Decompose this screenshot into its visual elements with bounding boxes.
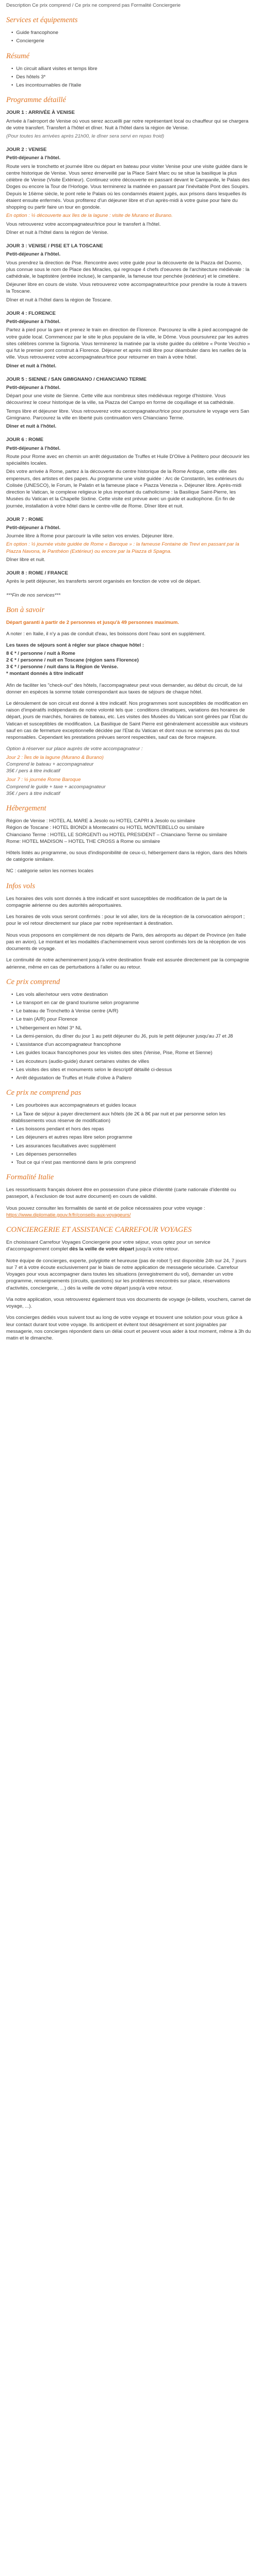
hebergement-p3: NC : catégorie selon les normes locales	[6, 868, 94, 874]
list-item: • Les écouteurs (audio-guide) durant certaines visites de villes	[11, 1058, 252, 1065]
day-3	[6, 243, 252, 303]
day-5	[6, 376, 252, 430]
day-option: En option : ½ découverte aux îles de la lagune : visite de Murano et Burano.	[6, 213, 173, 219]
day-meal: Petit-déjeuner à l'hôtel.	[6, 445, 61, 451]
day-6	[6, 436, 252, 509]
options-intro: Option à réserver sur place auprès de votre accompagnateur :	[6, 746, 143, 752]
day-text: Partez à pied pour la gare et prenez le train en direction de Florence. Parcourez la ville à pied accompagné de votre guide local. Commencez par le site le plus populaire de la ville, le Dôme. Vous poursuivrez par les autres sites célèbres comme la Signoria. Vous terminerez la matinée par la visite guidée du célèbre « Ponte Vecchio » qui fut le premier pont construit à Florence. Déjeuner et après midi libre pour déambuler dans les ruelles de la ville. Vous retrouverez votre accompagnateur/trice pour retourner en train à votre hôtel.	[6, 327, 250, 361]
day-end: Dîner et nuit à l'hôtel dans la région de Venise.	[6, 229, 109, 235]
formalite-p1: Les ressortissants français doivent être en possession d'une pièce d'identité (carte nationale d'identité ou passeport, à l'exclusion de tout autre document) en cours de validité.	[6, 1187, 236, 1200]
day-8	[6, 570, 252, 585]
hotel-line: Chianciano Terme : HOTEL LE SORGENTI ou HOTEL PRESIDENT – Chianciano Terme ou similaire	[6, 832, 227, 838]
tax-line: 2 € * / personne / nuit en Toscane (région sans Florence)	[6, 657, 139, 663]
option-line: 35€ / pers à titre indicatif	[6, 790, 60, 796]
day-title: JOUR 4 : FLORENCE	[6, 310, 56, 316]
day-7	[6, 516, 252, 563]
list-item: • Les boissons pendant et hors des repas	[11, 1126, 252, 1132]
option-line: 35€ / pers à titre indicatif	[6, 768, 60, 774]
list-item: • Les visites des sites et monuments selon le descriptif détaillé ci-dessus	[11, 1066, 252, 1073]
programme-title: Programme détaillé	[6, 96, 66, 105]
bonasavoir-p3: Afin de faciliter les "check-out" des hôtels, l'accompagnateur peut vous demander, au début du circuit, de lui donner en espèces la somme totale correspondant aux taxes de séjours de chaque hôtel.	[6, 682, 243, 695]
day-end: Dîner et nuit à l'hôtel dans la région de Toscane.	[6, 297, 112, 303]
infos-p2: Les horaires de vols vous seront confirmés : pour le vol aller, lors de la réception de la convocation aéroport ; pour le vol retour directement sur place par notre représentant à destination.	[6, 914, 245, 927]
list-item: • Des hôtels 3*	[11, 74, 252, 80]
day-title: JOUR 3 : VENISE / PISE ET LA TOSCANE	[6, 243, 103, 249]
hotel-line: Rome: HOTEL MADISON – HOTEL THE CROSS à Rome ou similaire	[6, 838, 160, 844]
conciergerie-p2: Notre équipe de concierges, experte, polyglotte et heureuse (pas de robot !) est disponible 24h sur 24, 7 jours sur 7 et à votre écoute exclusivement par le biais de notre application de messagerie sécurisée. Carrefour Voyages pour vous accompagner dans toutes les situations (enregistrement du vol), demander un votre programme, renseignements (circuits, questions) sur les problèmes rencontrés sur place, réservations d'activités, conciergerie, ...) dès la veille de votre départ jusqu'à votre retour.	[6, 1258, 247, 1291]
bonasavoir-p4: Le déroulement de son circuit est donné à titre indicatif. Nos programmes sont susceptibles de modification en raison d'impératifs indépendants de notre volonté tels que : conditions climatiques, variations des horaires de départ, jours de marchés, horaires de bateau, etc. Les visites des Musées du Vatican sont gérées par l'État du Vatican et susceptibles de modification. La Basilique de Saint Pierre est généralement accessible aux visiteurs sauf en cas de fermeture exceptionnelle décidée par l'Etat du Vatican et dont nous ne sommes pas du tout responsables. Cependant les prestations prévues seront respectées, sauf cas de force majeure.	[6, 700, 248, 741]
infos-title: Infos vols	[6, 882, 35, 890]
list-item: • Les incontournables de l'Italie	[11, 82, 252, 89]
day-title: JOUR 5 : SIENNE / SAN GIMIGNANO / CHIANCIANO TERME	[6, 376, 147, 382]
day-end: Dîner et nuit à l'hôtel.	[6, 363, 57, 369]
tax-line: 8 € * / personne / nuit à Rome	[6, 650, 75, 656]
formalite-p2	[6, 1205, 252, 1218]
conciergerie-p1	[6, 1239, 252, 1252]
list-item: • L'hébergement en hôtel 3* NL	[11, 1025, 252, 1031]
day-end: Dîner et nuit à l'hôtel.	[6, 423, 57, 430]
end-of-services-note: ***Fin de nos services***	[6, 592, 61, 598]
guaranteed-departure: Départ garanti à partir de 2 personnes et jusqu'à 49 personnes maximum.	[6, 619, 179, 625]
list-item: • Conciergerie	[11, 38, 252, 44]
day-text: Arrivée à l'aéroport de Venise où vous serez accueilli par notre représentant local ou chauffeur qui se chargera de votre transfert. Transfert à l'hôtel et dîner. Nuit à l'hôtel dans la région de Venise.	[6, 118, 249, 131]
list-item: • Les déjeuners et autres repas libre selon programme	[11, 1134, 252, 1141]
day-title: JOUR 1 : ARRIVÉE À VENISE	[6, 110, 75, 116]
list-item: • Arrêt dégustation de Truffes et Huile d'olive à Pallero	[11, 1075, 252, 1081]
conciergerie-p1-c: jusqu'à votre retour.	[135, 1246, 179, 1252]
conciergerie-p1-a: En choisissant Carrefour Voyages Conciergerie pour votre séjour, vous optez pour un service d'accompagnement complet	[6, 1240, 211, 1252]
conciergerie-title: CONCIERGERIE ET ASSISTANCE CARREFOUR VOYAGES	[6, 1226, 192, 1234]
bonasavoir-title: Bon à savoir	[6, 605, 45, 614]
tax-line: * montant donnés à titre indicatif	[6, 671, 84, 677]
list-item: • Les pourboires aux accompagnateurs et guides locaux	[11, 1102, 252, 1109]
day-text-2: Déjeuner libre en cours de visite. Vous retrouverez votre accompagnateur/trice pour prendre la route à travers la Toscane.	[6, 282, 247, 295]
infos-p1: Les horaires des vols sont donnés à titre indicatif et sont susceptibles de modification de la part de la compagnie aérienne ou des autorités aéroportuaires.	[6, 895, 227, 908]
day-title: JOUR 6 : ROME	[6, 437, 43, 443]
list-item: • La Taxe de séjour à payer directement aux hôtels (de 2€ à 8€ par nuit et par personne selon les établissements vous réserve de modification)	[11, 1111, 252, 1124]
list-item: • Tout ce qui n'est pas mentionné dans le prix comprend	[11, 1159, 252, 1166]
hebergement-title: Hébergement	[6, 804, 46, 813]
infos-p3: Nous vous proposons en complément de nos départs de Paris, des aéroports au départ de Province (en Italie pas en avion). Le montant et les modalités d'acheminement vous seront confirmés lors de la réception de vos documents de voyage.	[6, 932, 247, 952]
list-item: • Les vols aller/retour vers votre destination	[11, 991, 252, 998]
day-meal: Petit-déjeuner à l'hôtel.	[6, 319, 61, 325]
list-item: • Le train (A/R) pour Florence	[11, 1016, 252, 1023]
list-item: • Les dépenses personnelles	[11, 1151, 252, 1158]
resume-list	[6, 65, 252, 89]
day-text-2: Vous retrouverez votre accompagnateur/trice pour le transfert à l'hôtel.	[6, 221, 161, 227]
hotel-line: Région de Toscane : HOTEL BIONDI à Montecatini ou HOTEL MONTEBELLO ou similaire	[6, 825, 205, 831]
formalite-p2-text: Vous pouvez consulter les formalités de santé et de police nécessaires pour votre voyage :	[6, 1205, 205, 1211]
day-option: En option : ½ journée visite guidée de Rome « Baroque » : la fameuse Fontaine de Trevi en passant par la Piazza Navona, le Panthéon (Extérieur) ou encore par la Piazza di Spagna.	[6, 541, 239, 554]
taxes-intro: Les taxes de séjours sont à régler sur place chaque hôtel :	[6, 642, 144, 649]
day-title: JOUR 8 : ROME / FRANCE	[6, 570, 68, 577]
day-end: Dîner libre et nuit.	[6, 556, 45, 563]
day-2	[6, 146, 252, 236]
list-item: • Le transport en car de grand tourisme selon programme	[11, 999, 252, 1006]
option-line: Comprend le bateau + accompagnateur	[6, 761, 94, 767]
hotel-line: Région de Venise : HOTEL AL MARE à Jesolo ou HOTEL CAPRI à Jesolo ou similaire	[6, 818, 196, 824]
diplomatie-link[interactable]: https://www.diplomatie.gouv.fr/fr/conseils-aux-voyageurs/	[6, 1212, 131, 1218]
services-title: Services et équipements	[6, 16, 78, 25]
day-note: (Pour toutes les arrivées après 21h00, le dîner sera servi en repas froid)	[6, 133, 165, 139]
taxes-list	[6, 650, 252, 677]
day-text: Route pour Rome avec en chemin un arrêt dégustation de Truffes et Huile D'Olive à Pellitero pour découvrir les spécialités locales.	[6, 453, 250, 467]
resume-title: Résumé	[6, 52, 30, 60]
formalite-title: Formalité Italie	[6, 1173, 54, 1182]
tax-line: 3 € * / personne / nuit dans la Région de Venise.	[6, 664, 118, 670]
day-meal: Petit-déjeuner à l'hôtel.	[6, 525, 61, 531]
day-meal: Petit-déjeuner à l'hôtel.	[6, 251, 61, 258]
day-1	[6, 109, 252, 140]
option-line: Comprend le guide + taxe + accompagnateur	[6, 784, 106, 790]
intro-line: Description Ce prix comprend / Ce prix ne comprend pas Formalité Conciergerie	[6, 3, 181, 8]
list-item: • L'assistance d'un accompagnateur francophone	[11, 1041, 252, 1048]
day-text-2: Dès votre arrivée à Rome, partez à la découverte du centre historique de la Rome Antique, cette ville des empereurs, des artistes et des papes. Au programme une visite guidée : Arc de Constantin, les extérieurs du Colisée (UNESCO), le Forum, le Palatin et la fameuse place « Piazza Venezia ». Déjeuner libre. Après-midi direction le Vatican, le complexe religieux le plus important du catholicisme : la Basilique Saint-Pierre, les Musées du Vatican et la Chapelle Sixtine. Cette visite est prévue avec un guide et audiophone. En fin de journée, installation à votre hôtel dans le centre-ville de Rome. Dîner libre et nuit.	[6, 469, 244, 509]
bonasavoir-p1: A noter : en Italie, il n'y a pas de conduit d'eau, les boissons dont l'eau sont en supplément.	[6, 631, 206, 637]
day-text: Journée libre à Rome pour parcourir la ville selon vos envies. Déjeuner libre.	[6, 533, 174, 539]
conciergerie-p3: Via notre application, vous retrouverez également tous vos documents de voyage (e-billets, vouchers, carnet de voyage, ...).	[6, 1296, 251, 1310]
necomprend-list	[6, 1102, 252, 1166]
day-text: Vous prendrez la direction de Pise. Rencontre avec votre guide pour la découverte de la Piazza del Duomo, plus connue sous le nom de Place des Miracles, qui regroupe 4 chefs d'oeuvres de l'architecture médiévale : la cathédrale, le baptistère (entrée incluse), le campanile, la fameuse tour penchée (extérieur) et le cimetière.	[6, 260, 250, 279]
comprend-title: Ce prix comprend	[6, 977, 60, 986]
day-meal: Petit-déjeuner à l'hôtel.	[6, 385, 61, 391]
day-title: JOUR 7 : ROME	[6, 516, 43, 522]
list-item: • Les assurances facultatives avec supplément	[11, 1143, 252, 1149]
list-item: • La demi-pension, du dîner du jour 1 au petit déjeuner du J6, puis le petit déjeuner jusqu'au J7 et J8	[11, 1033, 252, 1040]
services-list	[6, 29, 252, 44]
day-text: Départ pour une visite de Sienne. Cette ville aux nombreux sites médiévaux regorge d'histoire. Vous découvrirez le coeur historique de la ville, sa Piazza del Campo en forme de coquillage et sa cathédrale.	[6, 393, 235, 406]
day-meal: Petit-déjeuner à l'hôtel.	[6, 155, 61, 161]
comprend-list	[6, 991, 252, 1082]
necomprend-title: Ce prix ne comprend pas	[6, 1089, 82, 1097]
list-item: • Le bateau de Tronchetto à Venise centre (A/R)	[11, 1008, 252, 1014]
day-title: JOUR 2 : VENISE	[6, 147, 47, 153]
hebergement-p2: Hôtels listés au programme, ou sous d'indisponibilité de ceux-ci, hébergement dans la région, dans des hôtels de catégorie similaire.	[6, 850, 247, 863]
conciergerie-p4: Vos concierges dédiés vous suivent tout au long de votre voyage et trouvent une solution pour vous grâce à leur contact durant tout votre voyage. Ils anticipent et évitent tout désagrément et sont joignables par messagerie, nos concierges répondent dans un délai court et peuvent vous aider à tout moment, même à 3h du matin et le dimanche.	[6, 1315, 251, 1341]
option-line: Jour 2 : Îles de la lagune (Murano & Burano)	[6, 754, 104, 760]
day-4	[6, 310, 252, 369]
day-text-2: Temps libre et déjeuner libre. Vous retrouverez votre accompagnateur/trice pour poursuivre le voyage vers San Gimignano. Parcourez la ville en liberté puis continuation vers Chianciano Terme.	[6, 408, 249, 421]
list-item: • Un circuit alliant visites et temps libre	[11, 65, 252, 72]
options-block	[6, 745, 252, 797]
list-item: • Les guides locaux francophones pour les visites des sites (Venise, Pise, Rome et Sienne)	[11, 1049, 252, 1056]
conciergerie-p1-b: dès la veille de votre départ	[69, 1246, 135, 1252]
day-text: Route vers le tronchetto et journée libre ou départ en bateau pour visiter Venise pour une visite guidée dans le centre historique de Venise. Vous serez émerveillé par la Place Saint Marc ou se situe la basilique la plus célèbre de Venise (Visite Extérieur). Continuez votre découverte en passant devant le Campanile, le Palais des Doges ou encore la Tour de l'Horloge. Vous terminerez la matinée en passant par l'inévitable Pont des Soupirs. Depuis le 16ème siècle, le pont relie le Palais où les condamnés étaient jugés, aux prisons dans lesquelles ils étaient ensuite enfermés. Vous profiterez d'un déjeuner libre et d'un après-midi à votre guise pour faire du shopping ou partir faire un tour en gondole.	[6, 163, 250, 211]
option-line: Jour 7 : ½ journée Rome Baroque	[6, 777, 81, 783]
infos-p4: Le continuité de notre acheminement jusqu'à votre destination finale est assurée directement par la compagnie aérienne, même en cas de perturbations à l'aller ou au retour.	[6, 957, 249, 970]
hotels-list	[6, 818, 252, 845]
day-text: Après le petit déjeuner, les transferts seront organisés en fonction de votre vol de départ.	[6, 579, 201, 585]
list-item: • Guide francophone	[11, 29, 252, 36]
